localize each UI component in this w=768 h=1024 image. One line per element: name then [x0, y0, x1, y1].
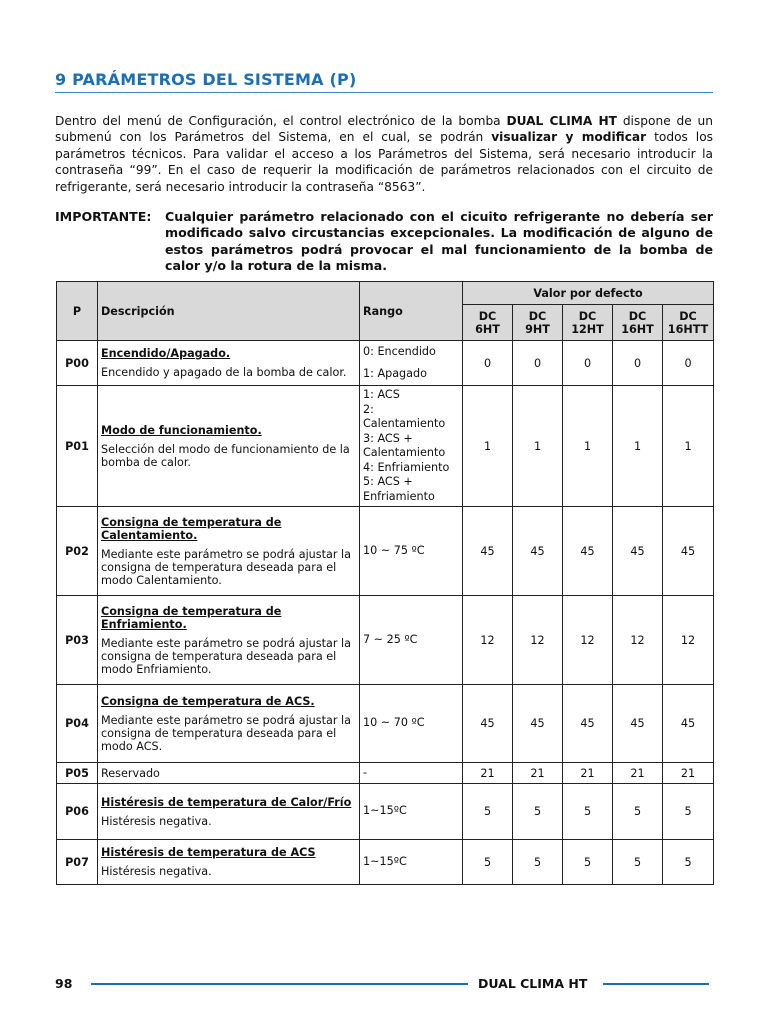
page-number: 98: [55, 976, 73, 991]
default-value: 12: [513, 596, 563, 685]
param-code: P07: [57, 840, 98, 885]
param-title: Consigna de temperatura de Enfriamiento.: [101, 604, 282, 631]
param-description-text: Histéresis negativa.: [101, 865, 212, 878]
default-value: 5: [613, 784, 663, 840]
param-range: [360, 596, 463, 685]
default-value: 1: [463, 386, 513, 507]
param-code: P03: [57, 596, 98, 685]
param-description: [98, 763, 360, 784]
param-title: Histéresis de temperatura de ACS: [101, 846, 316, 859]
param-range: [360, 840, 463, 885]
intro-paragraph: [55, 113, 713, 195]
param-description: [98, 840, 360, 885]
header-valor-por-defecto: Valor por defecto: [463, 282, 714, 305]
section-heading: 9 PARÁMETROS DEL SISTEMA (P): [55, 70, 713, 93]
default-value: 45: [663, 507, 714, 596]
default-value: 0: [563, 341, 613, 386]
param-title: Histéresis de temperatura de Calor/Frío: [101, 795, 352, 809]
default-value: 1: [513, 386, 563, 507]
param-range: [360, 341, 463, 386]
default-value: 45: [563, 507, 613, 596]
default-value: 45: [463, 507, 513, 596]
param-code: P05: [57, 763, 98, 784]
header-rango: Rango: [360, 282, 463, 341]
intro-text-1: Dentro del menú de Configuración, el control electrónico de la bomba: [55, 114, 507, 128]
range-line: -: [363, 765, 368, 779]
param-title: Consigna de temperatura de ACS.: [101, 694, 315, 708]
table-row: [57, 507, 714, 596]
default-value: 5: [563, 784, 613, 840]
default-value: 0: [513, 341, 563, 386]
param-code: P00: [57, 341, 98, 386]
default-value: 45: [463, 685, 513, 763]
param-code: P04: [57, 685, 98, 763]
footer-rule-left: [91, 983, 468, 985]
param-range: [360, 784, 463, 840]
range-line: 10 ~ 70 ºC: [363, 716, 425, 730]
range-line: 3: ACS + Calentamiento: [363, 431, 446, 459]
default-value: 45: [563, 685, 613, 763]
default-value: 12: [613, 596, 663, 685]
default-value: 21: [613, 763, 663, 784]
default-value: 21: [513, 763, 563, 784]
range-line: 7 ~ 25 ºC: [363, 632, 418, 646]
default-value: 5: [613, 840, 663, 885]
param-range: [360, 386, 463, 507]
param-description: [98, 507, 360, 596]
range-line: 4: Enfriamiento: [363, 460, 450, 474]
parameters-table: [56, 281, 714, 885]
table-row: [57, 840, 714, 885]
range-line: 1: ACS: [363, 388, 400, 401]
param-code: P01: [57, 386, 98, 507]
footer-brand: DUAL CLIMA HT: [478, 976, 588, 991]
default-value: 5: [513, 840, 563, 885]
param-range: [360, 507, 463, 596]
default-value: 0: [663, 341, 714, 386]
param-description-text: Reservado: [101, 766, 160, 780]
default-value: 21: [463, 763, 513, 784]
param-description: [98, 685, 360, 763]
range-line: 1~15ºC: [363, 854, 407, 868]
default-value: 12: [663, 596, 714, 685]
header-descripcion: Descripción: [98, 282, 360, 341]
param-description: [98, 784, 360, 840]
intro-product-name: DUAL CLIMA HT: [506, 114, 617, 128]
intro-text-3: todos los parámetros técnicos. Para validar el acceso a los Parámetros del Sistema, será necesario introducir la contraseña “99”. En el caso de requerir la modificación de parámetros relacionados con el circuito de refrigerante, será necesario introducir la contraseña “8563”.: [55, 130, 714, 194]
range-line: 1: Apagado: [363, 366, 427, 380]
table-row: [57, 341, 714, 386]
table-row: [57, 386, 714, 507]
table-row: [57, 763, 714, 784]
default-value: 5: [663, 784, 714, 840]
range-line: 10 ~ 75 ºC: [363, 543, 425, 557]
param-description-text: Histéresis negativa.: [101, 814, 212, 828]
important-text: Cualquier parámetro relacionado con el cicuito refrigerante no debería ser modificado salvo circustancias excepcionales. La modificación de alguno de estos parámetros podrá provocar el mal funcionamiento de la bomba de calor y/o la rotura de la misma.: [165, 209, 713, 274]
header-model: DC 16HTT: [663, 305, 714, 341]
default-value: 21: [563, 763, 613, 784]
table-row: [57, 685, 714, 763]
param-description-text: Mediante este parámetro se podrá ajustar la consigna de temperatura deseada para el modo ACS.: [101, 713, 351, 753]
footer-rule-right: [603, 983, 709, 985]
param-description: [98, 596, 360, 685]
default-value: 45: [513, 507, 563, 596]
default-value: 5: [513, 784, 563, 840]
default-value: 1: [613, 386, 663, 507]
param-description-text: Mediante este parámetro se podrá ajustar la consigna de temperatura deseada para el modo Calentamiento.: [101, 547, 351, 587]
default-value: 0: [613, 341, 663, 386]
param-title: Encendido/Apagado.: [101, 347, 231, 360]
default-value: 5: [463, 840, 513, 885]
param-description: [98, 386, 360, 507]
header-p: P: [57, 282, 98, 341]
table-row: [57, 596, 714, 685]
default-value: 5: [463, 784, 513, 840]
param-title: Consigna de temperatura de Calentamiento.: [101, 515, 282, 542]
default-value: 0: [463, 341, 513, 386]
default-value: 21: [663, 763, 714, 784]
header-model: DC 9HT: [513, 305, 563, 341]
param-code: P06: [57, 784, 98, 840]
default-value: 45: [513, 685, 563, 763]
param-range: [360, 763, 463, 784]
header-model: DC 6HT: [463, 305, 513, 341]
param-code: P02: [57, 507, 98, 596]
intro-emphasis: visualizar y modificar: [491, 130, 647, 145]
default-value: 45: [613, 507, 663, 596]
param-description-text: Selección del modo de funcionamiento de la bomba de calor.: [101, 442, 350, 469]
default-value: 12: [563, 596, 613, 685]
param-range: [360, 685, 463, 763]
important-label: IMPORTANTE:: [55, 209, 152, 224]
param-description-text: Mediante este parámetro se podrá ajustar la consigna de temperatura deseada para el modo Enfriamiento.: [101, 636, 351, 676]
range-line: 0: Encendido: [363, 345, 436, 358]
default-value: 5: [563, 840, 613, 885]
default-value: 1: [663, 386, 714, 507]
range-line: 5: ACS + Enfriamiento: [363, 475, 435, 503]
default-value: 1: [563, 386, 613, 507]
default-value: 5: [663, 840, 714, 885]
header-model: DC 16HT: [613, 305, 663, 341]
default-value: 45: [613, 685, 663, 763]
range-line: 2: Calentamiento: [363, 402, 446, 430]
default-value: 45: [663, 685, 714, 763]
range-line: 1~15ºC: [363, 804, 407, 818]
header-model: DC 12HT: [563, 305, 613, 341]
important-note: [55, 209, 713, 275]
intro-text-2: dispone de un submenú con los Parámetros del Sistema, en el cual, se podrán: [55, 114, 714, 145]
param-description: [98, 341, 360, 386]
default-value: 12: [463, 596, 513, 685]
param-description-text: Encendido y apagado de la bomba de calor.: [101, 366, 347, 379]
table-row: [57, 784, 714, 840]
param-title: Modo de funcionamiento.: [101, 423, 262, 437]
